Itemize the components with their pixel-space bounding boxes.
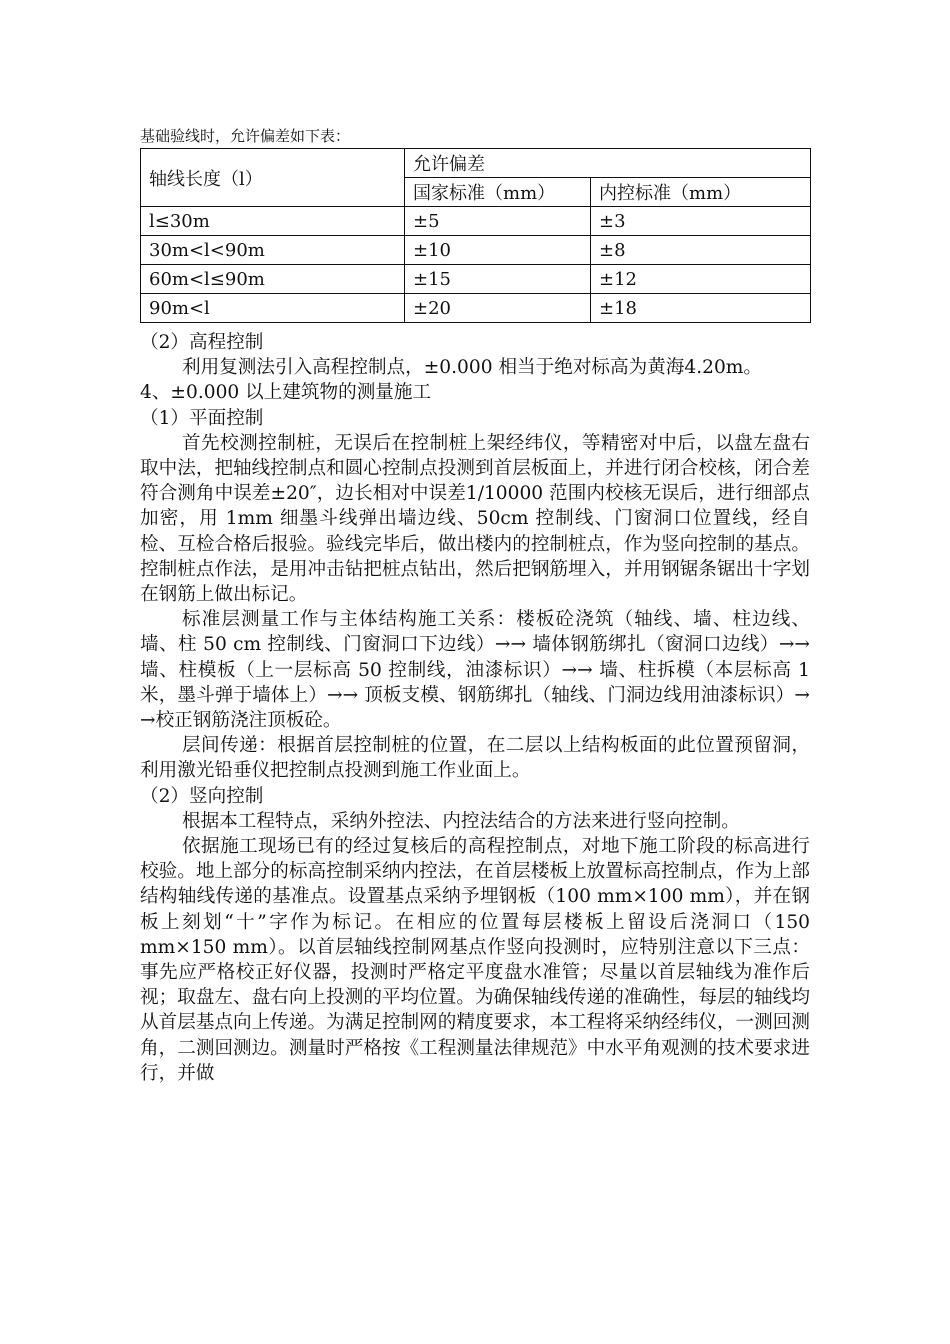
header-axis-length: 轴线长度（l） bbox=[141, 149, 405, 207]
table-row bbox=[141, 236, 811, 265]
cell-national: ±20 bbox=[405, 294, 591, 323]
header-national-standard: 国家标准（mm） bbox=[405, 178, 591, 207]
paragraph: 依据施工现场已有的经过复核后的高程控制点，对地下施工阶段的标高进行校验。地上部分的标高控制采纳内控法，在首层楼板上放置标高控制点，作为上部结构轴线传递的基准点。设置基点采纳予埋钢板（100 mm×100 mm），并在钢板上刻划“十”字作为标记。在相应的位置每层楼板上留设后浇洞口（150 mm×150 mm）。以首层轴线控制网基点作竖向投测时，应特别注意以下三点：事先应严格校正好仪器，投测时严格定平度盘水准管；尽量以首层轴线为准作后视；取盘左、盘右向上投测的平均位置。为确保轴线传递的准确性，每层的轴线均从首层基点向上传递。为满足控制网的精度要求，本工程将采纳经纬仪，一测回测角，二测回测边。测量时严格按《工程测量法律规范》中水平角观测的技术要求进行，并做 bbox=[140, 836, 810, 1084]
header-internal-standard: 内控标准（mm） bbox=[591, 178, 811, 207]
cell-range: 30m<l<90m bbox=[141, 236, 405, 265]
cell-internal: ±8 bbox=[591, 236, 811, 265]
paragraph: 首先校测控制桩，无误后在控制桩上架经纬仪，等精密对中后，以盘左盘右取中法，把轴线控制点和圆心控制点投测到首层板面上，并进行闭合校核，闭合差符合测角中误差±20″，边长相对中误差1/10000 范围内校核无误后，进行细部点加密，用 1mm 细墨斗线弹出墙边线、50cm 控制线、门窗洞口位置线，经自检、互检合格后报验。验线完毕后，做出楼内的控制桩点，作为竖向控制的基点。控制桩点作法，是用冲击钻把桩点钻出，然后把钢筋埋入，并用钢锯条锯出十字划在钢筋上做出标记。 bbox=[140, 432, 810, 606]
allowable-deviation-table bbox=[140, 148, 811, 323]
section-heading-vertical-control: （2）竖向控制 bbox=[140, 785, 264, 807]
section-heading-elevation-control: （2）高程控制 bbox=[140, 332, 264, 353]
table-row bbox=[141, 265, 811, 294]
cell-range: 60m<l≤90m bbox=[141, 265, 405, 294]
cell-national: ±15 bbox=[405, 265, 591, 294]
table-header-row bbox=[141, 149, 811, 178]
cell-internal: ±18 bbox=[591, 294, 811, 323]
paragraph: 根据本工程特点，采纳外控法、内控法结合的方法来进行竖向控制。 bbox=[182, 810, 740, 832]
cell-range: 90m<l bbox=[141, 294, 405, 323]
table-row bbox=[141, 294, 811, 323]
cell-internal: ±12 bbox=[591, 265, 811, 294]
cell-national: ±10 bbox=[405, 236, 591, 265]
section-heading-plane-control: （1）平面控制 bbox=[140, 407, 264, 429]
cell-internal: ±3 bbox=[591, 207, 811, 236]
table-row bbox=[141, 207, 811, 236]
cell-range: l≤30m bbox=[141, 207, 405, 236]
header-allowable-deviation: 允许偏差 bbox=[405, 149, 811, 178]
table-caption: 基础验线时，允许偏差如下表： bbox=[140, 127, 351, 145]
cell-national: ±5 bbox=[405, 207, 591, 236]
section-heading-above-zero: 4、±0.000 以上建筑物的测量施工 bbox=[140, 382, 432, 404]
paragraph: 标准层测量工作与主体结构施工关系：楼板砼浇筑（轴线、墙、柱边线、墙、柱 50 cm 控制线、门窗洞口下边线）→→ 墙体钢筋绑扎（窗洞口边线）→→ 墙、柱模板（上一层标高 50 控制线，油漆标识）→→ 墙、柱拆模（本层标高 1 米，墨斗弹于墙体上）→→ 顶板支模、钢筋绑扎（轴线、门洞边线用油漆标识）→ →校正钢筋浇注顶板砼。 bbox=[140, 609, 810, 732]
body-text bbox=[140, 330, 810, 1086]
paragraph: 利用复测法引入高程控制点，±0.000 相当于绝对标高为黄海4.20m。 bbox=[182, 357, 763, 379]
paragraph: 层间传递：根据首层控制桩的位置，在二层以上结构板面的此位置预留洞，利用激光铅垂仪把控制点投测到施工作业面上。 bbox=[140, 735, 810, 782]
